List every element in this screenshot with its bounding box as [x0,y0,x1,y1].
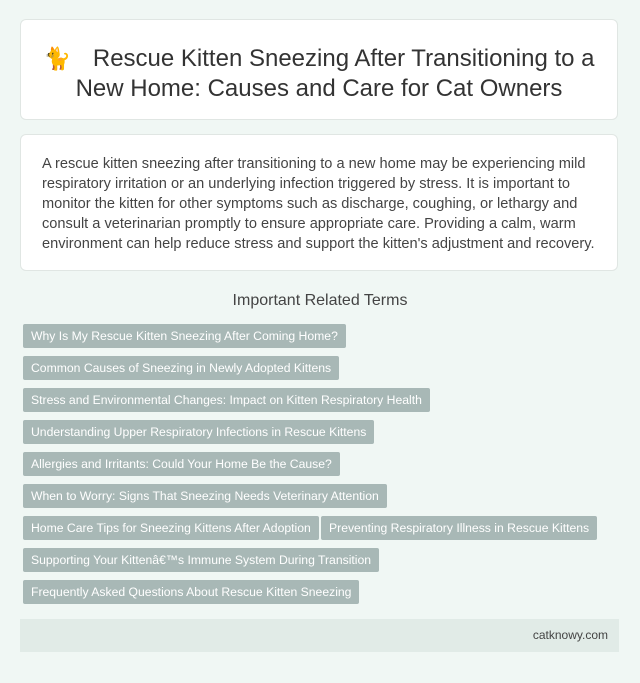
cat-icon: 🐈 [43,46,71,71]
related-term-tag[interactable]: Common Causes of Sneezing in Newly Adopted Kittens [23,356,339,380]
related-term-tag[interactable]: Supporting Your Kittenâ€™s Immune System During Transition [23,548,379,572]
related-term-tag[interactable]: Preventing Respiratory Illness in Rescue Kittens [321,516,597,540]
related-terms-heading: Important Related Terms [232,292,408,309]
page-title [21,44,617,104]
related-term-tag[interactable]: Understanding Upper Respiratory Infections in Rescue Kittens [23,420,374,444]
related-term-tag[interactable]: Stress and Environmental Changes: Impact on Kitten Respiratory Health [23,388,430,412]
footer-site-link[interactable]: catknowy.com [532,628,608,642]
footer [20,619,619,652]
title-line-2: New Home: Causes and Care for Cat Owners [75,75,563,102]
summary-text: A rescue kitten sneezing after transitioning to a new home may be experiencing mild respiratory irritation or an underlying infection triggered by stress. It is important to monitor the kitten for other symptoms such as discharge, coughing, or lethargy and consult a veterinarian promptly to ensure appropriate care. Providing a calm, warm environment can help reduce stress and support the kitten's adjustment and recovery. [42,156,595,252]
related-term-tag[interactable]: Home Care Tips for Sneezing Kittens After Adoption [23,516,319,540]
title-card [20,19,618,120]
related-term-tag[interactable]: Allergies and Irritants: Could Your Home Be the Cause? [23,452,340,476]
title-line-1: Rescue Kitten Sneezing After Transitioning to a [92,45,595,72]
summary-card [20,134,618,271]
related-term-tag[interactable]: Frequently Asked Questions About Rescue Kitten Sneezing [23,580,359,604]
related-term-tag[interactable]: When to Worry: Signs That Sneezing Needs Veterinary Attention [23,484,387,508]
related-term-tag[interactable]: Why Is My Rescue Kitten Sneezing After Coming Home? [23,324,346,348]
